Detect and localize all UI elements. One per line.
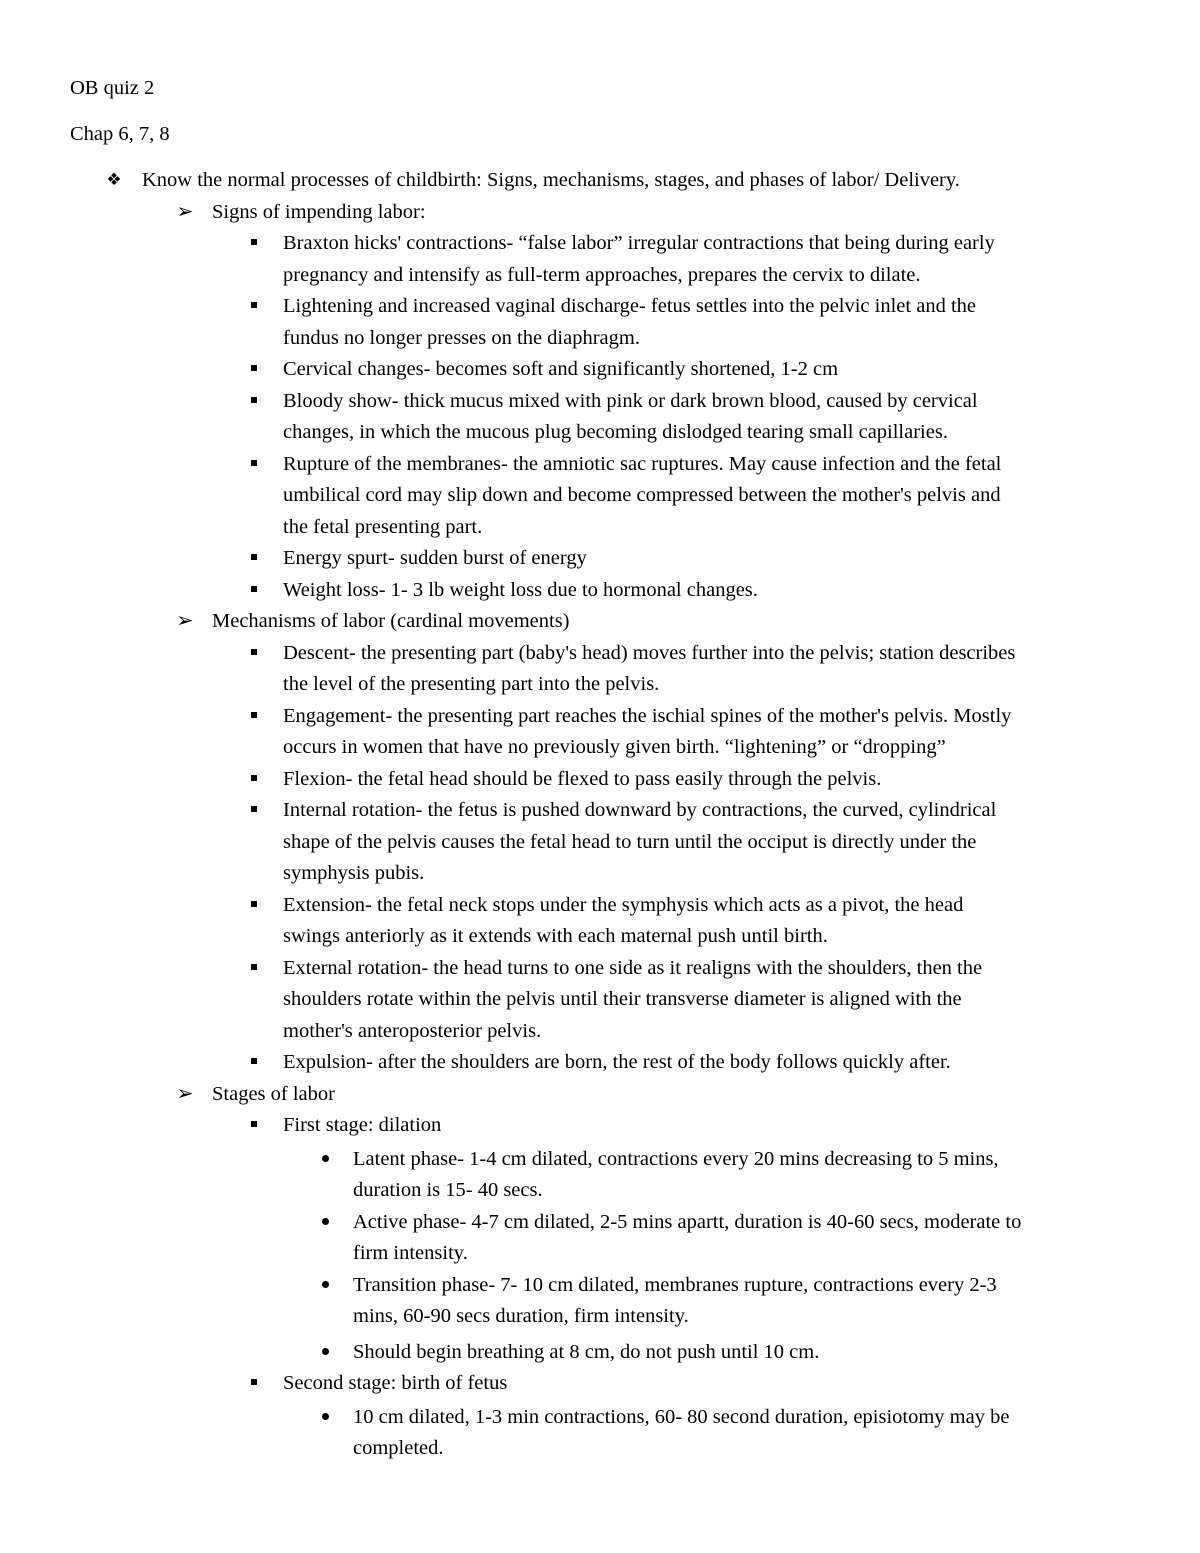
circle-bullet-icon xyxy=(316,1340,334,1364)
list-item: Cervical changes- becomes soft and significantly shortened, 1-2 cm xyxy=(283,358,839,380)
list-item: Expulsion- after the shoulders are born, the rest of the body follows quickly after. xyxy=(283,1051,951,1073)
arrow-bullet-icon: ➢ xyxy=(176,201,194,223)
list-item: Bloody show- thick mucus mixed with pink or dark brown blood, caused by cervical xyxy=(283,390,978,412)
section-heading-mechanisms: Mechanisms of labor (cardinal movements) xyxy=(212,610,570,632)
list-item-continuation: changes, in which the mucous plug becoming dislodged tearing small capillaries. xyxy=(283,421,948,443)
list-item-continuation: shoulders rotate within the pelvis until their transverse diameter is aligned with the xyxy=(283,988,962,1010)
list-item-continuation: occurs in women that have no previously given birth. “lightening” or “dropping” xyxy=(283,736,946,758)
list-item: Rupture of the membranes- the amniotic sac ruptures. May cause infection and the fetal xyxy=(283,453,1002,475)
list-item: Internal rotation- the fetus is pushed downward by contractions, the curved, cylindrical xyxy=(283,799,997,821)
list-item: Extension- the fetal neck stops under the symphysis which acts as a pivot, the head xyxy=(283,894,964,916)
list-item-continuation: shape of the pelvis causes the fetal head to turn until the occiput is directly under the xyxy=(283,831,977,853)
square-bullet-icon xyxy=(245,1371,263,1395)
list-item: Energy spurt- sudden burst of energy xyxy=(283,547,587,569)
square-bullet-icon xyxy=(245,641,263,665)
square-bullet-icon xyxy=(245,1050,263,1074)
list-item: Active phase- 4-7 cm dilated, 2-5 mins apartt, duration is 40-60 secs, moderate to xyxy=(353,1211,1022,1233)
square-bullet-icon xyxy=(245,956,263,980)
list-item: Flexion- the fetal head should be flexed to pass easily through the pelvis. xyxy=(283,768,882,790)
list-item: Lightening and increased vaginal discharge- fetus settles into the pelvic inlet and the xyxy=(283,295,976,317)
page-title: OB quiz 2 xyxy=(70,77,155,99)
list-item: Braxton hicks' contractions- “false labor” irregular contractions that being during early xyxy=(283,232,995,254)
section-heading-stages: Stages of labor xyxy=(212,1083,335,1105)
list-item-continuation: pregnancy and intensify as full-term approaches, prepares the cervix to dilate. xyxy=(283,264,921,286)
list-item: 10 cm dilated, 1-3 min contractions, 60- 80 second duration, episiotomy may be xyxy=(353,1406,1010,1428)
list-item: Should begin breathing at 8 cm, do not push until 10 cm. xyxy=(353,1341,820,1363)
list-item-continuation: fundus no longer presses on the diaphragm. xyxy=(283,327,640,349)
list-item-continuation: the level of the presenting part into the pelvis. xyxy=(283,673,660,695)
arrow-bullet-icon: ➢ xyxy=(176,1083,194,1105)
square-bullet-icon xyxy=(245,1113,263,1137)
list-item-continuation: mins, 60-90 secs duration, firm intensity. xyxy=(353,1305,689,1327)
square-bullet-icon xyxy=(245,389,263,413)
square-bullet-icon xyxy=(245,231,263,255)
section-heading-signs: Signs of impending labor: xyxy=(212,201,426,223)
list-item: Engagement- the presenting part reaches the ischial spines of the mother's pelvis. Mostly xyxy=(283,705,1012,727)
list-item: Weight loss- 1- 3 lb weight loss due to hormonal changes. xyxy=(283,579,758,601)
arrow-bullet-icon: ➢ xyxy=(176,610,194,632)
circle-bullet-icon xyxy=(316,1273,334,1297)
list-item-continuation: duration is 15- 40 secs. xyxy=(353,1179,543,1201)
list-item-continuation: completed. xyxy=(353,1437,444,1459)
list-item: External rotation- the head turns to one side as it realigns with the shoulders, then the xyxy=(283,957,983,979)
list-item: Transition phase- 7- 10 cm dilated, membranes rupture, contractions every 2-3 xyxy=(353,1274,997,1296)
list-item-continuation: umbilical cord may slip down and become compressed between the mother's pelvis and xyxy=(283,484,1001,506)
square-bullet-icon xyxy=(245,704,263,728)
diamond-star-bullet-icon: ❖ xyxy=(106,170,122,189)
square-bullet-icon xyxy=(245,798,263,822)
chapters-line: Chap 6, 7, 8 xyxy=(70,123,170,145)
list-item-continuation: firm intensity. xyxy=(353,1242,468,1264)
list-item: Latent phase- 1-4 cm dilated, contractions every 20 mins decreasing to 5 mins, xyxy=(353,1148,999,1170)
square-bullet-icon xyxy=(245,767,263,791)
circle-bullet-icon xyxy=(316,1147,334,1171)
square-bullet-icon xyxy=(245,357,263,381)
square-bullet-icon xyxy=(245,294,263,318)
square-bullet-icon xyxy=(245,578,263,602)
list-item: Descent- the presenting part (baby's head) moves further into the pelvis; station describes xyxy=(283,642,1016,664)
second-stage-label: Second stage: birth of fetus xyxy=(283,1372,508,1394)
square-bullet-icon xyxy=(245,893,263,917)
list-item-continuation: the fetal presenting part. xyxy=(283,516,483,538)
list-item-continuation: swings anteriorly as it extends with each maternal push until birth. xyxy=(283,925,828,947)
circle-bullet-icon xyxy=(316,1405,334,1429)
square-bullet-icon xyxy=(245,452,263,476)
list-item-continuation: symphysis pubis. xyxy=(283,862,425,884)
list-item-continuation: mother's anteroposterior pelvis. xyxy=(283,1020,542,1042)
first-stage-label: First stage: dilation xyxy=(283,1114,442,1136)
square-bullet-icon xyxy=(245,546,263,570)
main-topic: Know the normal processes of childbirth: Signs, mechanisms, stages, and phases of labor/ Delivery. xyxy=(142,169,960,191)
circle-bullet-icon xyxy=(316,1210,334,1234)
